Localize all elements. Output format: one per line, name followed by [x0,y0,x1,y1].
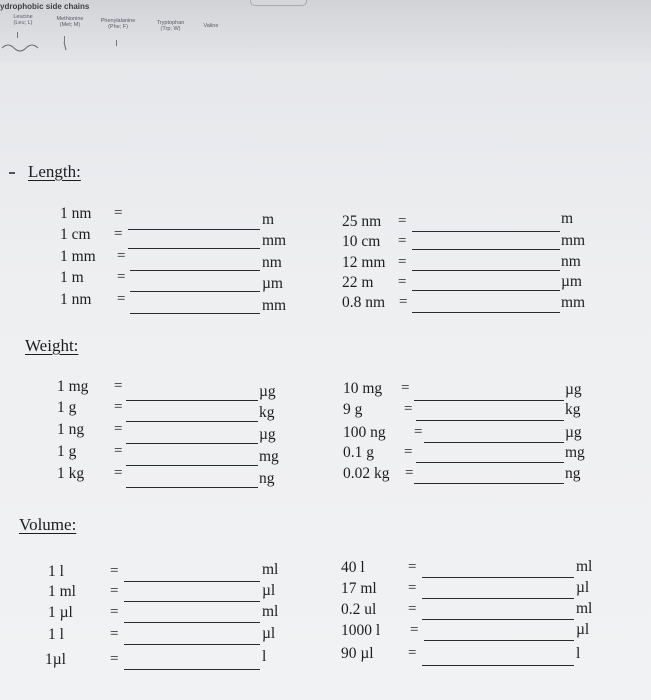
target-unit: µm [561,273,582,290]
quantity: 1 nm [60,205,92,222]
volume-heading: Volume: [19,515,77,534]
answer-blank[interactable] [422,665,574,666]
equals-sign: = [398,213,407,229]
equals-sign: = [110,583,119,599]
target-unit: ng [565,465,581,482]
target-unit: ml [576,600,593,617]
answer-blank[interactable] [412,312,560,313]
equals-sign: = [410,622,419,638]
equals-sign: = [408,580,417,596]
target-unit: µl [576,621,590,638]
target-unit: µl [576,579,590,596]
quantity: 1 m [60,269,84,286]
target-unit: nm [262,254,282,271]
equals-sign: = [114,465,123,481]
target-unit: m [262,211,275,228]
equals-sign: = [404,444,413,460]
quantity: 1 kg [57,465,85,482]
quantity: 17 ml [341,580,377,597]
answer-blank[interactable] [422,577,574,578]
target-unit: m [561,210,574,227]
answer-blank[interactable] [412,290,560,291]
volume-row-right-1 [0,559,651,581]
target-unit: l [262,648,267,665]
amino-acid-leucine: Leucine (Leu; L) [13,14,33,26]
target-unit: mg [259,448,279,465]
quantity: 1000 l [341,622,381,639]
quantity: 10 cm [342,233,381,250]
answer-blank[interactable] [424,640,574,641]
equals-sign: = [114,226,123,242]
answer-blank[interactable] [416,462,564,463]
target-unit: mm [262,297,287,314]
quantity: 0.02 kg [343,465,390,482]
weight-row-right-4 [0,444,651,466]
length-row-right-1 [0,210,651,235]
equals-sign: = [408,559,417,575]
weight-row-right-5 [0,465,651,487]
quantity: 1 cm [60,226,91,243]
answer-blank[interactable] [422,598,574,599]
length-heading: Length: [28,162,81,181]
quantity: 1 ng [57,421,85,438]
target-unit: nm [561,253,581,270]
equals-sign: = [117,248,126,264]
amino-acid-phenylalanine: Phenylalanine (Phe; F) [100,18,136,30]
quantity: 1 mg [57,378,89,395]
structure-stub [116,40,117,46]
target-unit: ml [262,561,279,578]
equals-sign: = [408,645,417,661]
target-unit: l [576,645,581,662]
target-unit: mg [565,444,585,461]
target-unit: µl [262,582,276,599]
equals-sign: = [114,443,123,459]
answer-blank[interactable] [412,231,560,232]
answer-blank[interactable] [412,270,560,271]
quantity: 1 mm [60,248,96,265]
answer-blank[interactable] [414,483,564,484]
target-unit: ml [576,558,593,575]
equals-sign: = [110,626,119,642]
equals-sign: = [404,401,413,417]
volume-row-right-5 [0,645,651,667]
volume-row-right-4 [0,622,651,644]
weight-row-right-3 [0,424,651,446]
weight-row-right-2 [0,401,651,423]
strip-tab [250,0,307,6]
target-unit: ml [262,603,279,620]
length-row-right-3 [0,254,651,276]
target-unit: µg [565,424,582,441]
answer-blank[interactable] [416,420,564,421]
quantity: 0.1 g [343,444,374,461]
structure-stub [17,32,18,38]
weight-row-right-1 [0,380,651,402]
equals-sign: = [117,291,126,307]
equals-sign: = [405,465,414,481]
weight-heading: Weight: [25,336,79,355]
quantity: 1 g [57,443,77,460]
equals-sign: = [110,651,119,667]
quantity: 0.8 nm [342,294,386,311]
equals-sign: = [401,380,410,396]
target-unit: mm [262,232,287,249]
quantity: 10 mg [343,380,383,397]
answer-blank[interactable] [124,669,260,670]
quantity: 1 nm [60,291,92,308]
length-row-right-4 [0,274,651,296]
target-unit: µg [565,381,582,398]
quantity: 1 l [48,626,64,643]
quantity: 12 mm [342,254,386,271]
quantity: 25 nm [342,213,382,230]
target-unit: mm [561,294,586,311]
structure-fragment [0,40,70,52]
answer-blank[interactable] [424,442,564,443]
quantity: 1 l [48,563,64,580]
quantity: 90 µl [341,645,374,662]
quantity: 40 l [341,559,365,576]
quantity: 1 µl [48,604,73,621]
target-unit: µg [259,426,276,443]
quantity: 1 ml [48,583,76,600]
quantity: 22 m [342,274,374,291]
answer-blank[interactable] [422,619,574,620]
equals-sign: = [114,421,123,437]
target-unit: µm [262,275,283,292]
equals-sign: = [408,601,417,617]
target-unit: µl [262,625,276,642]
amino-acid-valine: Valine [203,23,219,29]
amino-acid-methionine: Methionine (Met; M) [56,16,84,28]
target-unit: ng [259,470,275,487]
equals-sign: = [117,269,126,285]
volume-row-right-2 [0,580,651,602]
equals-sign: = [114,399,123,415]
volume-row-right-3 [0,601,651,623]
quantity: 100 ng [343,424,386,441]
margin-dash [9,172,15,174]
previous-page-strip [0,0,651,62]
equals-sign: = [114,205,123,221]
quantity: 1 g [57,399,77,416]
quantity: 1µl [45,651,66,668]
target-unit: kg [565,401,581,418]
equals-sign: = [110,563,119,579]
target-unit: µg [259,383,276,400]
quantity: 0.2 ul [341,601,377,618]
equals-sign: = [398,233,407,249]
length-row-right-2 [0,233,651,255]
strip-title: ydrophobic side chains [0,2,90,11]
equals-sign: = [398,274,407,290]
equals-sign: = [114,378,123,394]
amino-acid-tryptophan: Tryptophan (Trp; W) [156,20,185,32]
answer-blank[interactable] [126,487,258,488]
quantity: 9 g [343,401,363,418]
length-row-right-5 [0,294,651,316]
target-unit: kg [259,404,275,421]
equals-sign: = [398,254,407,270]
equals-sign: = [414,424,423,440]
equals-sign: = [110,604,119,620]
equals-sign: = [399,294,408,310]
target-unit: mm [561,232,586,249]
answer-blank[interactable] [412,249,560,250]
